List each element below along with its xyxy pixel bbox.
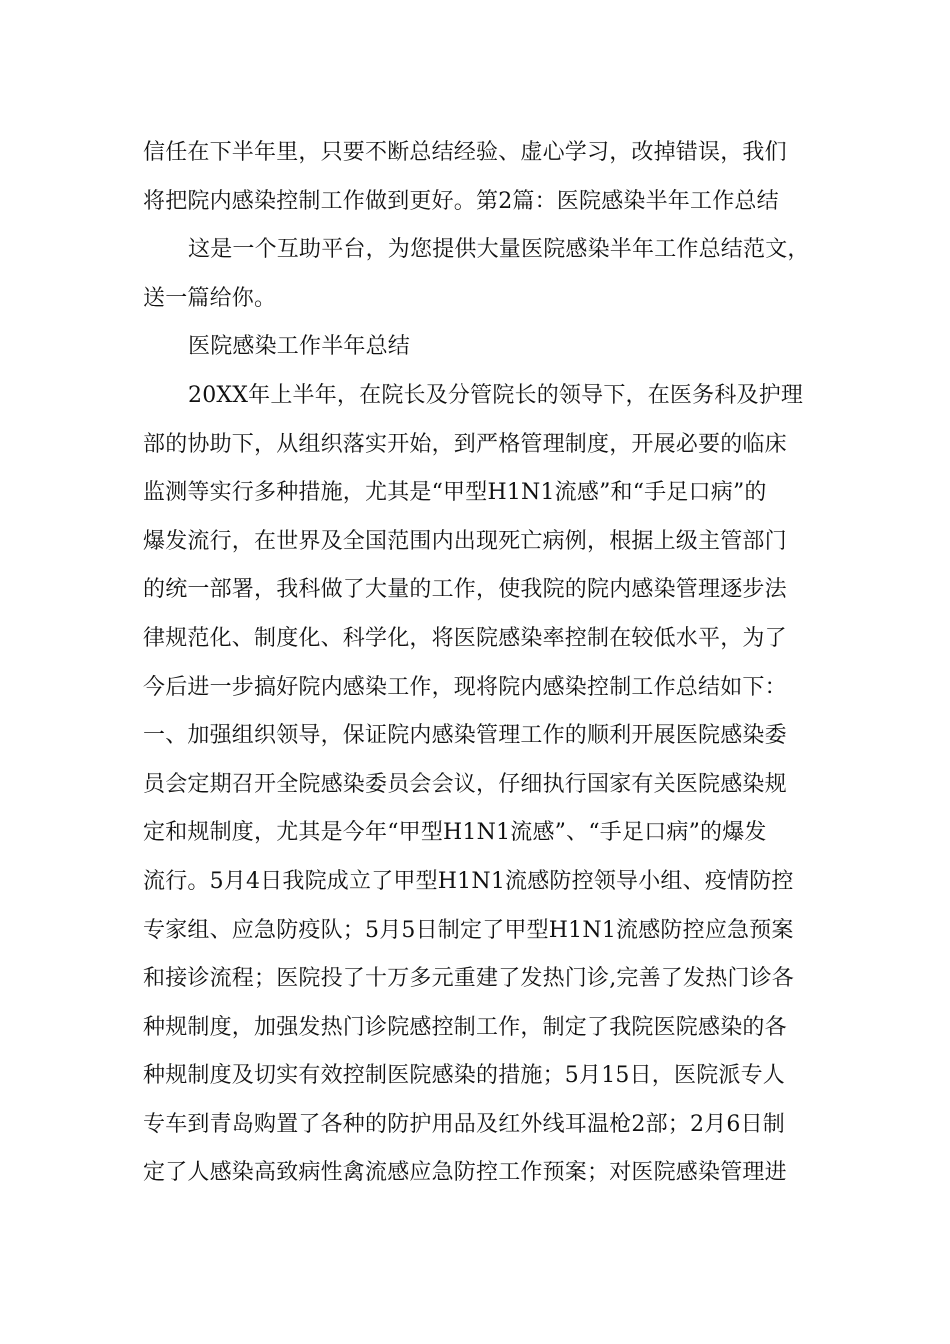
- section-heading: 医院感染工作半年总结: [188, 334, 411, 360]
- text-line: 20XX年上半年，在院长及分管院长的领导下，在医务科及护理: [188, 382, 804, 408]
- text-line: 部的协助下，从组织落实开始，到严格管理制度，开展必要的临床: [143, 431, 787, 457]
- text-line: 流行。5月4日我院成立了甲型H1N1流感防控领导小组、疫情防控: [143, 868, 794, 894]
- text-line: 爆发流行，在世界及全国范围内出现死亡病例，根据上级主管部门: [143, 528, 787, 554]
- text-line: 专家组、应急防疫队；5月5日制定了甲型H1N1流感防控应急预案: [143, 917, 794, 943]
- text-line: 将把院内感染控制工作做到更好。第2篇：医院感染半年工作总结: [143, 188, 779, 214]
- text-line: 定和规制度，尤其是今年“甲型H1N1流感”、“手足口病”的爆发: [143, 820, 767, 846]
- text-line: 一、加强组织领导，保证院内感染管理工作的顺利开展医院感染委: [143, 723, 787, 749]
- text-line: 员会定期召开全院感染委员会会议，仔细执行国家有关医院感染规: [143, 771, 787, 797]
- text-line: 信任在下半年里，只要不断总结经验、虚心学习，改掉错误，我们: [143, 140, 787, 165]
- text-line: 定了人感染高致病性禽流感应急防控工作预案；对医院感染管理进: [143, 1160, 787, 1186]
- text-line: 和接诊流程；医院投了十万多元重建了发热门诊,完善了发热门诊各: [143, 966, 794, 992]
- text-line: 的统一部署，我科做了大量的工作，使我院的院内感染管理逐步法: [143, 577, 787, 603]
- text-line: 种规制度及切实有效控制医院感染的措施；5月15日，医院派专人: [143, 1063, 785, 1089]
- text-line: 送一篇给你。: [143, 285, 277, 311]
- text-line: 今后进一步搞好院内感染工作，现将院内感染控制工作总结如下：: [143, 674, 787, 700]
- text-line: 监测等实行多种措施，尤其是“甲型H1N1流感”和“手足口病”的: [143, 480, 767, 506]
- text-line: 专车到青岛购置了各种的防护用品及红外线耳温枪2部；2月6日制: [143, 1111, 785, 1137]
- text-line: 这是一个互助平台，为您提供大量医院感染半年工作总结范文，: [188, 237, 810, 263]
- text-line: 律规范化、制度化、科学化，将医院感染率控制在较低水平，为了: [143, 625, 787, 651]
- text-line: 种规制度，加强发热门诊院感控制工作，制定了我院医院感染的各: [143, 1014, 787, 1040]
- document-body: [143, 129, 823, 1198]
